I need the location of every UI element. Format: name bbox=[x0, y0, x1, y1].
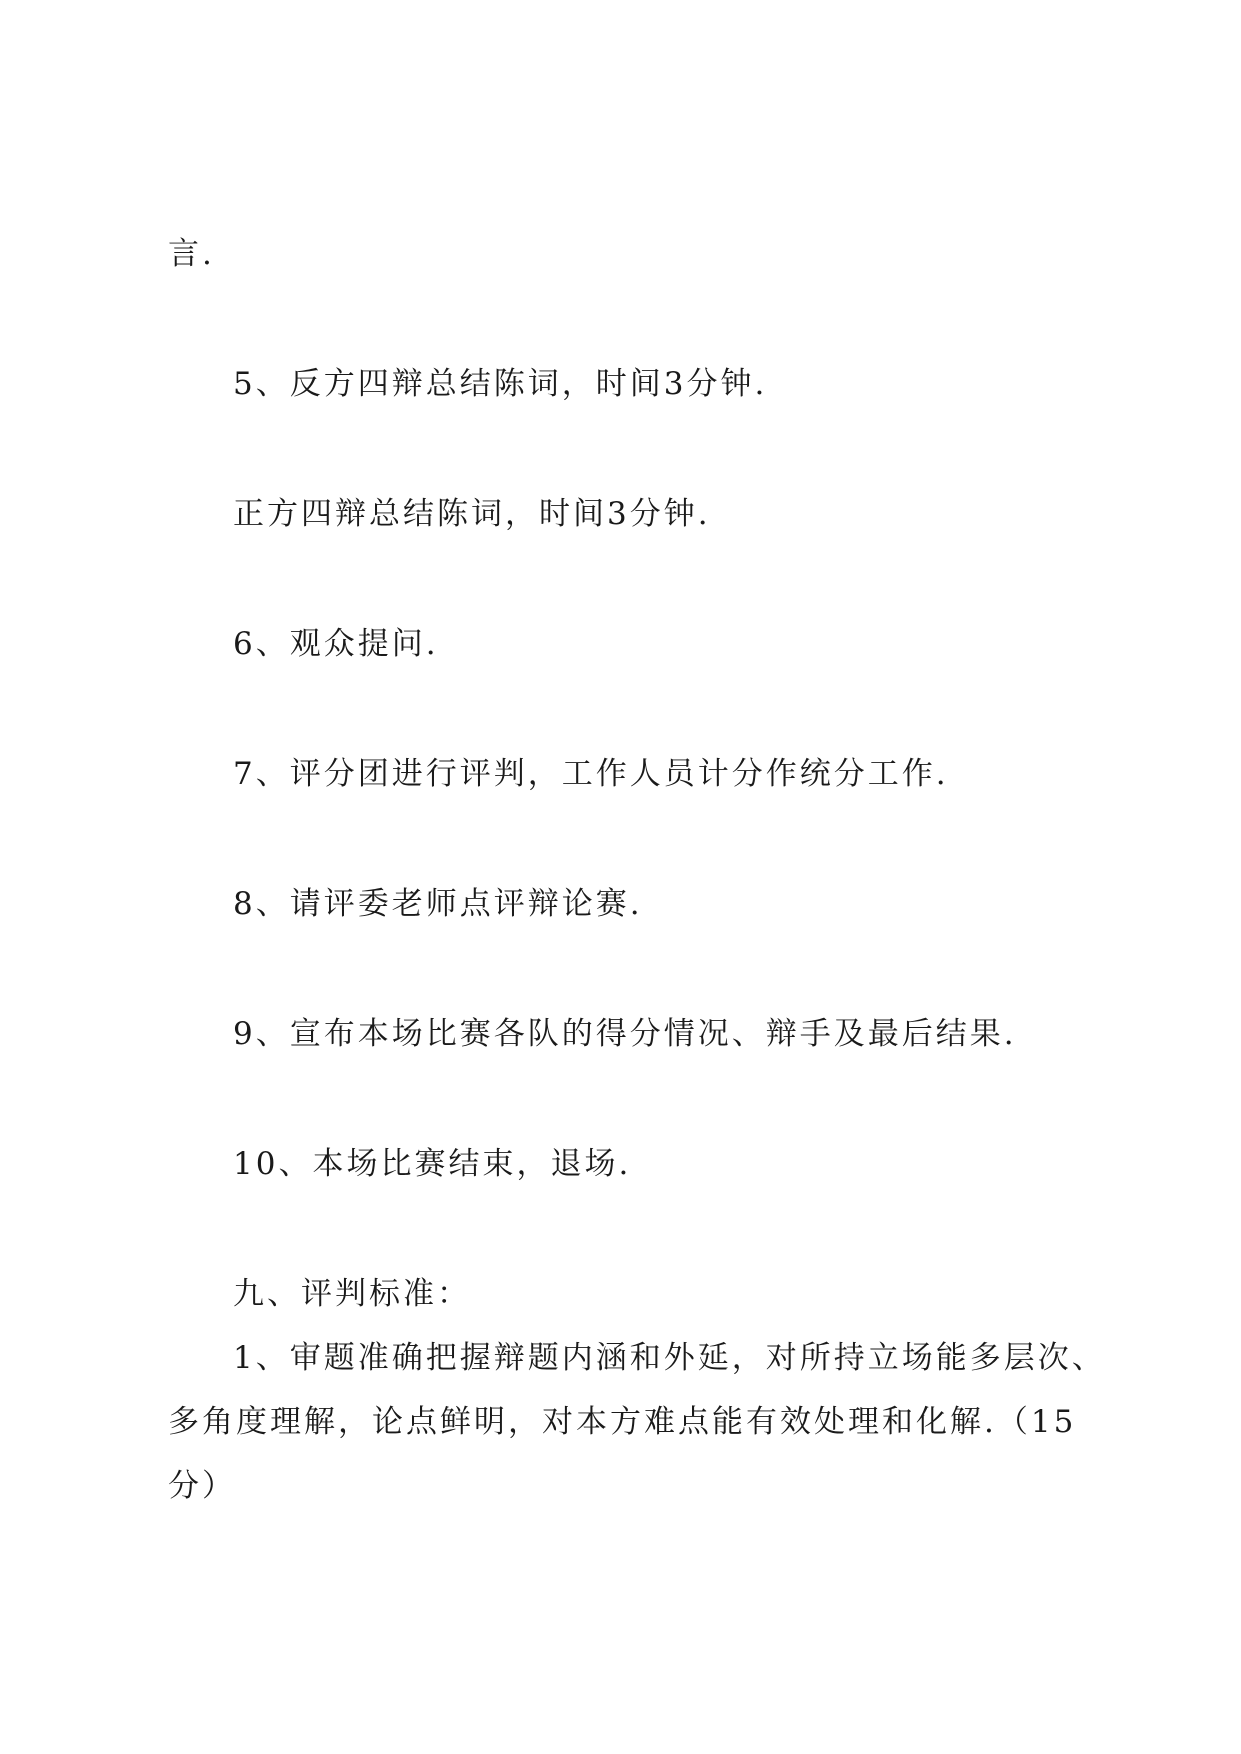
text-line-item-7: 7、评分团进行评判，工作人员计分作统分工作. bbox=[233, 756, 949, 792]
text-line-item-5: 5、反方四辩总结陈词，时间3分钟. bbox=[233, 366, 768, 402]
text-line-item-5b: 正方四辩总结陈词，时间3分钟. bbox=[233, 496, 711, 532]
criteria-line-1: 1、审题准确把握辩题内涵和外延，对所持立场能多层次、 bbox=[233, 1340, 1106, 1376]
text-line-continuation: 言. bbox=[168, 236, 215, 272]
criteria-line-2: 多角度理解，论点鲜明，对本方难点能有效处理和化解.（15 bbox=[168, 1404, 1077, 1440]
text-line-item-9: 9、宣布本场比赛各队的得分情况、辩手及最后结果. bbox=[233, 1016, 1017, 1052]
criteria-line-3: 分） bbox=[168, 1468, 236, 1504]
text-line-item-10: 10、本场比赛结束，退场. bbox=[233, 1146, 632, 1182]
text-line-item-8: 8、请评委老师点评辩论赛. bbox=[233, 886, 643, 922]
text-line-item-6: 6、观众提问. bbox=[233, 626, 439, 662]
section-heading: 九、评判标准： bbox=[233, 1276, 471, 1312]
